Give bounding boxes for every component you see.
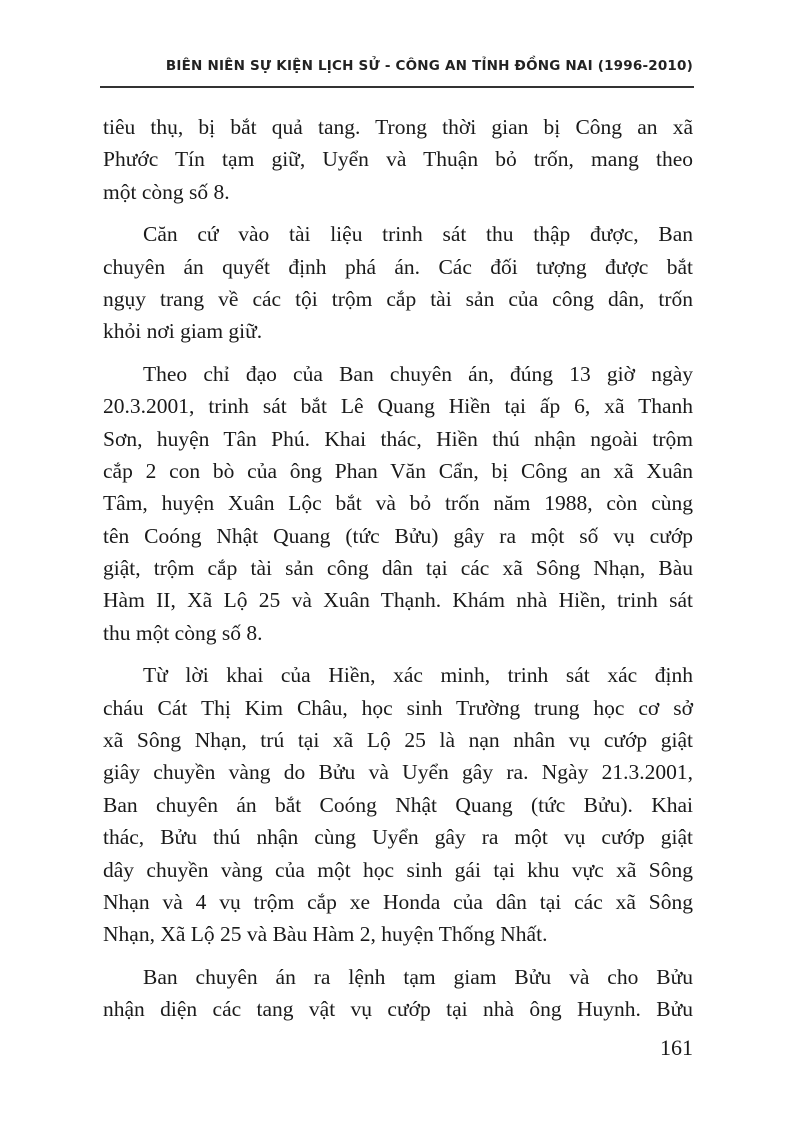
text-line: tên Coóng Nhật Quang (tức Bửu) gây ra một số vụ cướp [103,523,693,548]
text-line: khỏi nơi giam giữ. [103,319,263,344]
body-text [103,111,693,1036]
text-line: cháu Cát Thị Kim Châu, học sinh Trường trung học cơ sở [103,695,693,720]
paragraph [103,961,693,1026]
text-line: Ban chuyên án bắt Coóng Nhật Quang (tức Bửu). Khai [103,792,693,817]
text-line: xã Sông Nhạn, trú tại xã Lộ 25 là nạn nhân vụ cướp giật [103,728,693,753]
text-line: Sơn, huyện Tân Phú. Khai thác, Hiền thú nhận ngoài trộm [103,426,693,451]
text-line: dây chuyền vàng của một học sinh gái tại khu vực xã Sông [103,857,693,882]
paragraph [103,659,693,951]
text-line: Nhạn và 4 vụ trộm cắp xe Honda của dân tại các xã Sông [103,889,693,914]
text-line: Nhạn, Xã Lộ 25 và Bàu Hàm 2, huyện Thống Nhất. [103,922,548,947]
text-line: Hàm II, Xã Lộ 25 và Xuân Thạnh. Khám nhà Hiền, trinh sát [103,588,693,613]
page-number: 161 [660,1035,693,1060]
header-rule [100,86,694,88]
text-line: Tâm, huyện Xuân Lộc bắt và bỏ trốn năm 1988, còn cùng [103,491,693,516]
text-line: tiêu thụ, bị bắt quả tang. Trong thời gian bị Công an xã [103,115,693,139]
text-line: cắp 2 con bò của ông Phan Văn Cẩn, bị Công an xã Xuân [103,458,693,483]
text-line: Ban chuyên án ra lệnh tạm giam Bửu và cho Bửu [143,964,693,989]
paragraph [103,111,693,208]
paragraph [103,218,693,348]
text-line: Từ lời khai của Hiền, xác minh, trinh sát xác định [143,663,693,688]
text-line: một còng số 8. [103,179,230,204]
text-line: giật, trộm cắp tài sản công dân tại các xã Sông Nhạn, Bàu [103,556,693,581]
text-line: thu một còng số 8. [103,620,263,645]
running-header: BIÊN NIÊN SỰ KIỆN LỊCH SỬ - CÔNG AN TỈNH ĐỒNG NAI (1996-2010) [165,58,693,74]
text-line: Phước Tín tạm giữ, Uyển và Thuận bỏ trốn, mang theo [103,147,693,172]
paragraph [103,358,693,650]
text-line: thác, Bửu thú nhận cùng Uyển gây ra một vụ cướp giật [103,825,693,850]
text-line: Theo chỉ đạo của Ban chuyên án, đúng 13 giờ ngày [143,361,693,386]
text-line: nhận diện các tang vật vụ cướp tại nhà ông Huynh. Bửu [103,997,693,1022]
text-line: 20.3.2001, trinh sát bắt Lê Quang Hiền tại ấp 6, xã Thanh [103,394,693,419]
text-line: Căn cứ vào tài liệu trinh sát thu thập được, Ban [143,222,693,247]
text-line: giây chuyền vàng do Bửu và Uyển gây ra. Ngày 21.3.2001, [103,760,693,785]
text-line: chuyên án quyết định phá án. Các đối tượng được bắt [103,254,693,279]
text-line: ngụy trang về các tội trộm cắp tài sản của công dân, trốn [103,286,693,311]
